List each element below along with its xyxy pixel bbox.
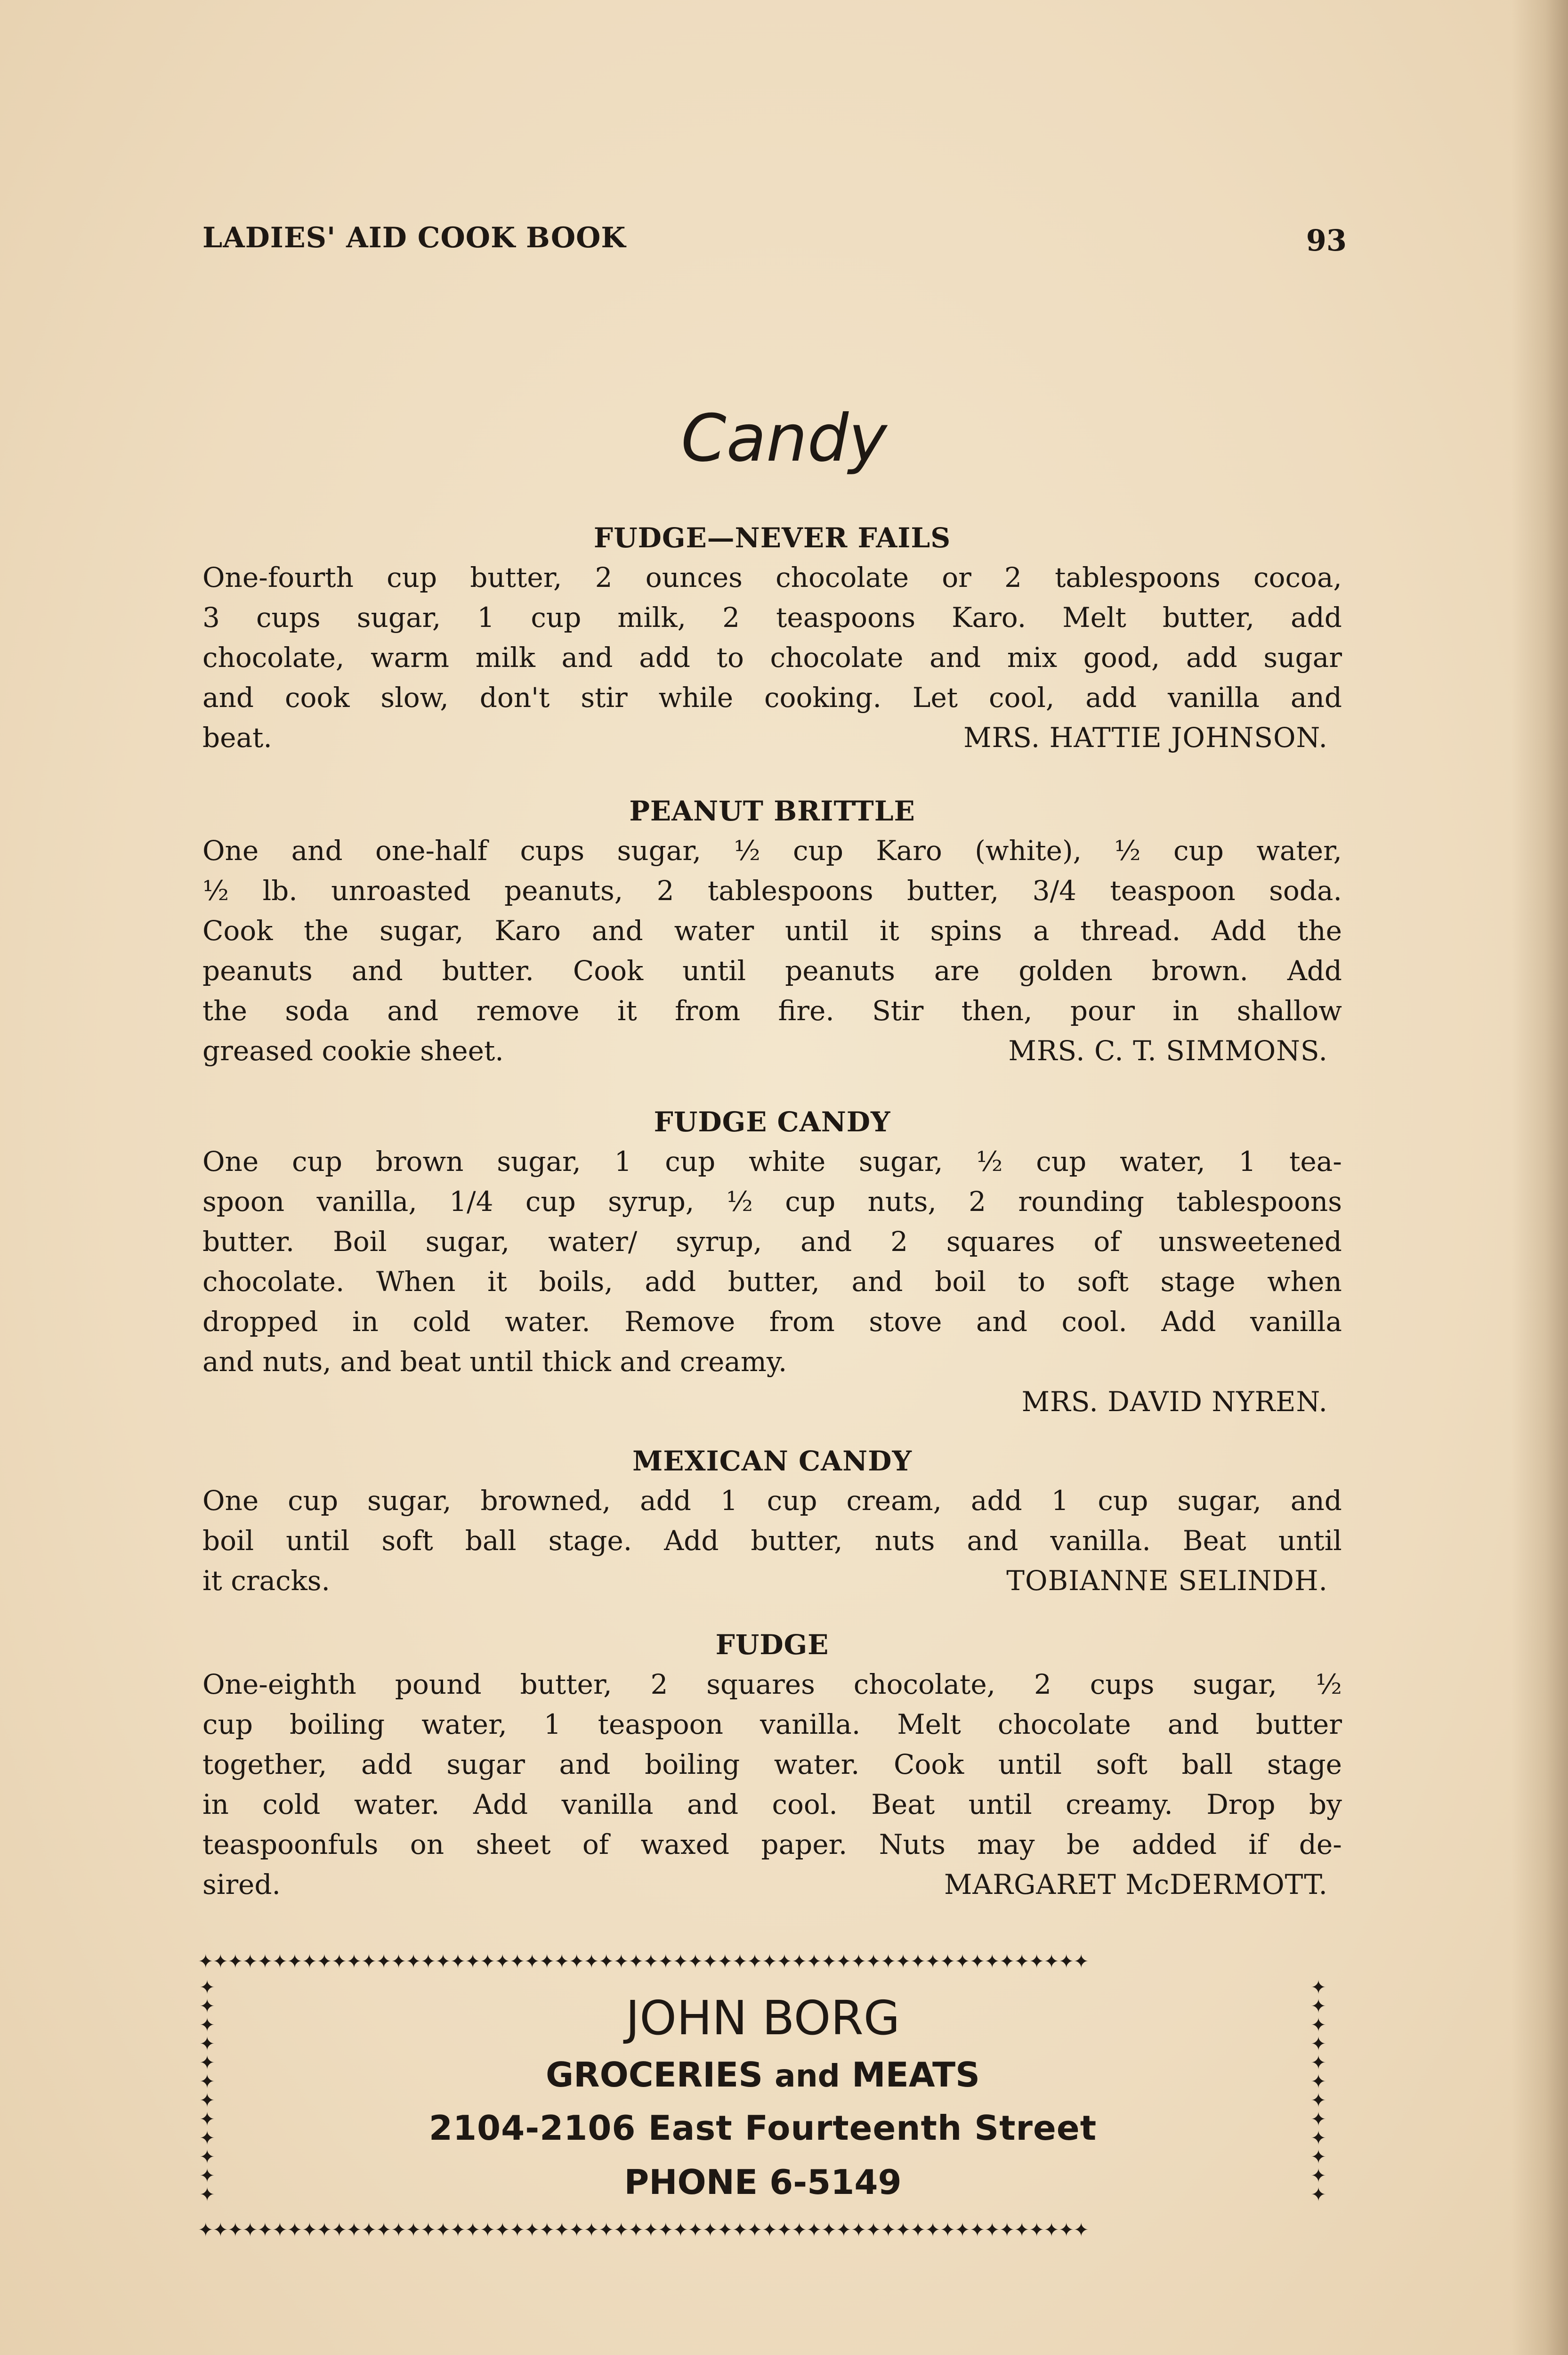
recipe-line: spoon vanilla, 1/4 cup syrup, ½ cup nuts, 2 rounding tablespoons bbox=[202, 1186, 1342, 1218]
recipe-line: ½ lb. unroasted peanuts, 2 tablespoons butter, 3/4 teaspoon soda. bbox=[202, 875, 1342, 907]
ad-phone: PHONE 6-5149 bbox=[624, 2162, 902, 2202]
ad-content bbox=[226, 1988, 1300, 2210]
ad-border-bottom: ✦✦✦✦✦✦✦✦✦✦✦✦✦✦✦✦✦✦✦✦✦✦✦✦✦✦✦✦✦✦✦✦✦✦✦✦✦✦✦✦✦✦✦✦✦✦✦✦✦✦✦✦✦✦✦✦✦✦✦✦ bbox=[198, 2219, 1088, 2241]
recipe-author: MRS. DAVID NYREN. bbox=[1021, 1386, 1328, 1418]
ad-border-top: ✦✦✦✦✦✦✦✦✦✦✦✦✦✦✦✦✦✦✦✦✦✦✦✦✦✦✦✦✦✦✦✦✦✦✦✦✦✦✦✦✦✦✦✦✦✦✦✦✦✦✦✦✦✦✦✦✦✦✦✦ bbox=[198, 1951, 1088, 1973]
recipe-line: Cook the sugar, Karo and water until it spins a thread. Add the bbox=[202, 915, 1342, 947]
ad-and: and bbox=[775, 2058, 840, 2094]
recipe-title: MEXICAN CANDY bbox=[632, 1445, 912, 1477]
recipe-attribution-row bbox=[202, 1382, 1342, 1422]
recipe-peanut-brittle bbox=[202, 791, 1342, 1071]
recipe-line: 3 cups sugar, 1 cup milk, 2 teaspoons Karo. Melt butter, add bbox=[202, 601, 1342, 633]
recipe-line: together, add sugar and boiling water. Cook until soft ball stage bbox=[202, 1748, 1342, 1780]
recipe-attribution-row bbox=[202, 1561, 1342, 1601]
recipe-line-tail: greased cookie sheet. bbox=[202, 1035, 504, 1067]
recipe-line: One cup brown sugar, 1 cup white sugar, ½ cup water, 1 tea- bbox=[202, 1145, 1342, 1178]
recipe-mexican-candy bbox=[202, 1441, 1342, 1601]
recipe-line: butter. Boil sugar, water/ syrup, and 2 squares of unsweetened bbox=[202, 1226, 1342, 1258]
ad-meats: MEATS bbox=[852, 2055, 980, 2095]
recipe-line: chocolate. When it boils, add butter, and boil to soft stage when bbox=[202, 1266, 1342, 1298]
recipe-line: teaspoonfuls on sheet of waxed paper. Nuts may be added if de- bbox=[202, 1828, 1342, 1860]
recipe-line: and nuts, and beat until thick and creamy. bbox=[202, 1346, 787, 1378]
advertisement-box bbox=[198, 1950, 1328, 2242]
recipe-author: MRS. HATTIE JOHNSON. bbox=[963, 722, 1328, 754]
recipe-line-tail: beat. bbox=[202, 722, 272, 754]
recipe-line: in cold water. Add vanilla and cool. Beat until creamy. Drop by bbox=[202, 1788, 1342, 1820]
recipe-line: boil until soft ball stage. Add butter, nuts and vanilla. Beat until bbox=[202, 1525, 1342, 1557]
recipe-line-tail: it cracks. bbox=[202, 1565, 330, 1597]
recipe-line: cup boiling water, 1 teaspoon vanilla. Melt chocolate and butter bbox=[202, 1708, 1342, 1740]
recipe-line: One and one-half cups sugar, ½ cup Karo (white), ½ cup water, bbox=[202, 835, 1342, 867]
ad-border-left: ✦ ✦ ✦ ✦ ✦ ✦ ✦ ✦ ✦ ✦ ✦ ✦ bbox=[199, 1978, 215, 2206]
recipe-line: and cook slow, don't stir while cooking. Let cool, add vanilla and bbox=[202, 682, 1342, 714]
recipe-title: FUDGE CANDY bbox=[654, 1106, 891, 1138]
recipe-title: FUDGE—NEVER FAILS bbox=[593, 522, 951, 554]
recipe-line: One-fourth cup butter, 2 ounces chocolate or 2 tablespoons cocoa, bbox=[202, 561, 1342, 593]
page-number: 93 bbox=[1306, 223, 1347, 258]
recipe-title: FUDGE bbox=[715, 1629, 829, 1661]
recipe-line: dropped in cold water. Remove from stove and cool. Add vanilla bbox=[202, 1306, 1342, 1338]
ad-business-name: JOHN BORG bbox=[625, 1990, 900, 2046]
book-title: LADIES' AID COOK BOOK bbox=[202, 221, 626, 254]
recipe-line: chocolate, warm milk and add to chocolate and mix good, add sugar bbox=[202, 642, 1342, 674]
recipe-author: TOBIANNE SELINDH. bbox=[1006, 1565, 1328, 1597]
recipe-line-tail: sired. bbox=[202, 1868, 281, 1900]
chapter-title: Candy bbox=[681, 400, 887, 476]
recipe-author: MARGARET McDERMOTT. bbox=[944, 1868, 1328, 1900]
recipe-line: the soda and remove it from fire. Stir then, pour in shallow bbox=[202, 995, 1342, 1027]
ad-border-right: ✦ ✦ ✦ ✦ ✦ ✦ ✦ ✦ ✦ ✦ ✦ ✦ bbox=[1310, 1978, 1326, 2206]
recipe-attribution-row bbox=[202, 718, 1342, 758]
running-head bbox=[202, 221, 1347, 259]
recipe-fudge-never-fails bbox=[202, 518, 1342, 758]
recipe-attribution-row bbox=[202, 1865, 1342, 1905]
recipe-line: peanuts and butter. Cook until peanuts are golden brown. Add bbox=[202, 955, 1342, 987]
ad-groceries: GROCERIES bbox=[546, 2055, 763, 2095]
recipe-line: One cup sugar, browned, add 1 cup cream, add 1 cup sugar, and bbox=[202, 1485, 1342, 1517]
page-spine-shadow bbox=[1511, 0, 1568, 2355]
recipe-fudge bbox=[202, 1625, 1342, 1905]
recipe-attribution-row bbox=[202, 1031, 1342, 1071]
ad-business-type bbox=[226, 2049, 1300, 2102]
ad-address: 2104-2106 East Fourteenth Street bbox=[428, 2108, 1097, 2148]
recipe-fudge-candy bbox=[202, 1102, 1342, 1422]
recipe-author: MRS. C. T. SIMMONS. bbox=[1008, 1035, 1328, 1067]
recipe-title: PEANUT BRITTLE bbox=[629, 795, 915, 827]
recipe-line: One-eighth pound butter, 2 squares chocolate, 2 cups sugar, ½ bbox=[202, 1668, 1342, 1700]
